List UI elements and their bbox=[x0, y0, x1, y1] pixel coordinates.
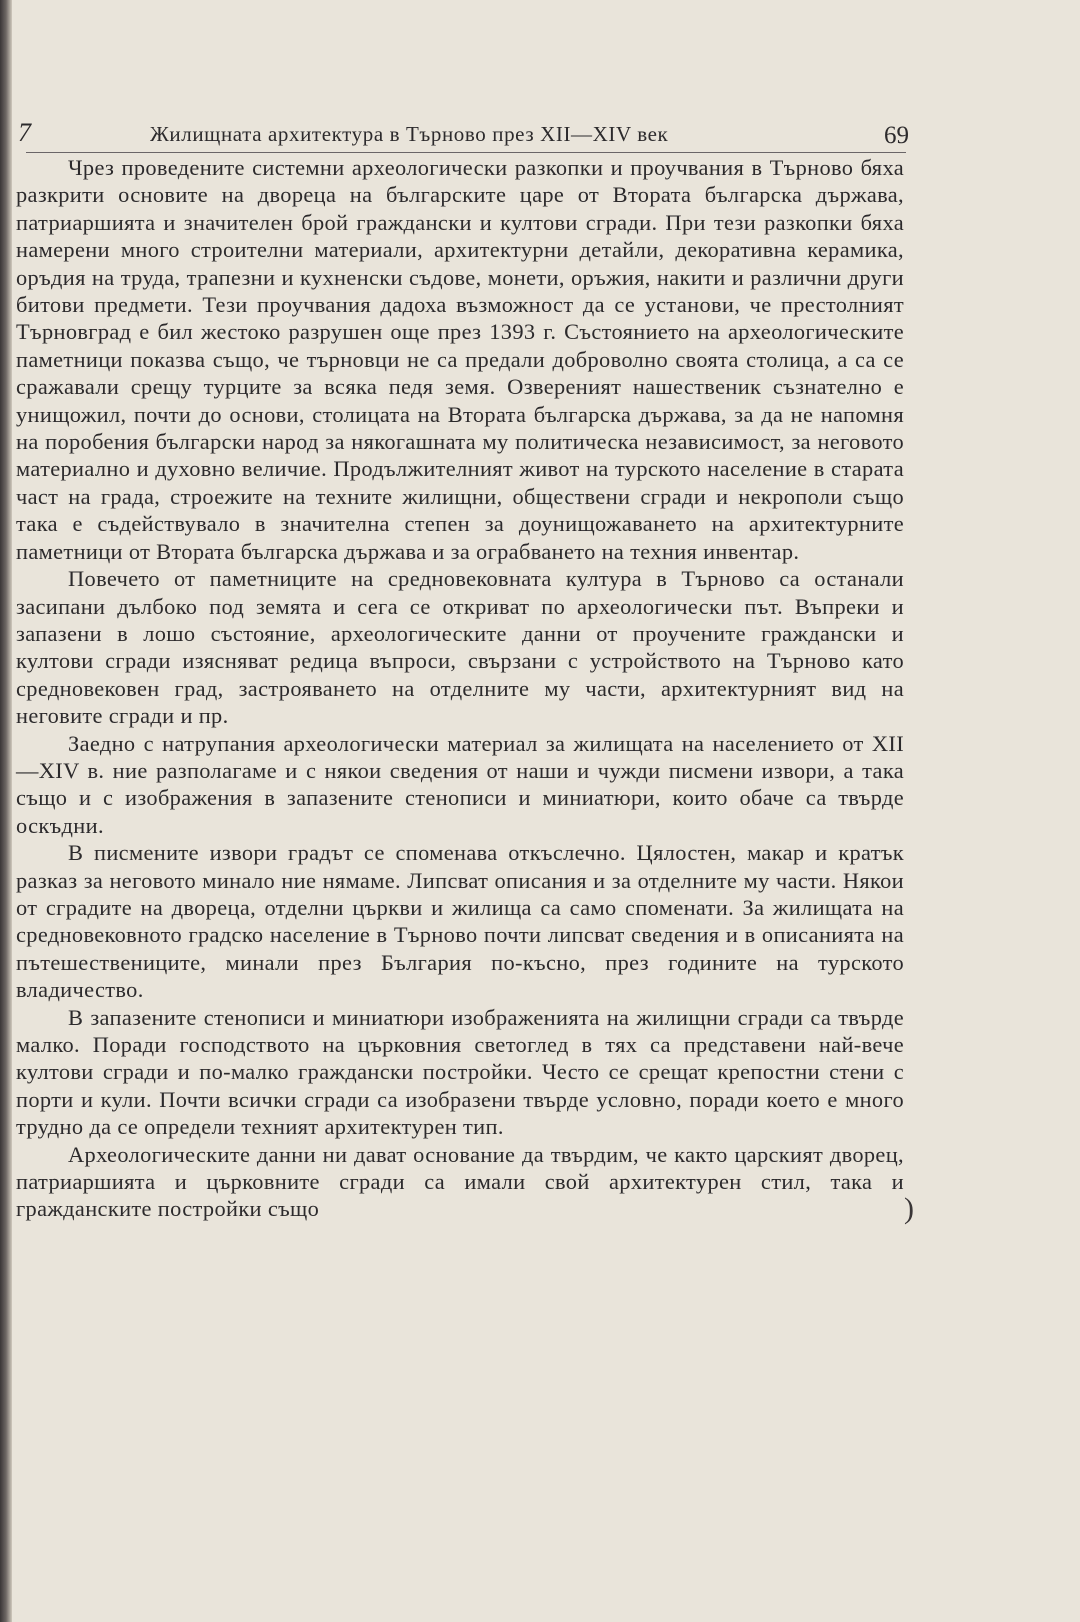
page-number: 69 bbox=[884, 122, 909, 149]
paragraph-3: Заедно с натрупания археологически материал за жилищата на населението от XII—XIV в. ние разполагаме и с някои сведения от наши и чужди писмени извори, а така също и с изображения в запазените стенописи и миниатюри, които обаче са твърде оскъдни. bbox=[16, 730, 904, 838]
running-header bbox=[14, 112, 914, 152]
margin-bracket-mark: ) bbox=[904, 1192, 914, 1225]
paragraph-5: В запазените стенописи и миниатюри изображенията на жилищни сгради са твърде малко. Поради господството на църковния светоглед в тях са представени най-вече култови сгради и по-малко граждански постройки. Често се срещат крепостни стени с порти и кули. Почти всички сгради са изобразени твърде условно, поради което е много трудно да се определи техният архитектурен тип. bbox=[16, 1004, 904, 1140]
header-rule bbox=[26, 152, 906, 153]
body-text bbox=[16, 154, 904, 1223]
paragraph-6: Археологическите данни ни дават основание да твърдим, че както царският дворец, патриаршията и църковните сгради са имали свой архитектурен стил, така и гражданските постройки също bbox=[16, 1141, 904, 1222]
signature-mark: 7 bbox=[18, 118, 31, 147]
running-title: Жилищната архитектура в Търново през XII—XIV век bbox=[150, 122, 669, 146]
paragraph-4: В писмените извори градът се споменава откъслечно. Цялостен, макар и кратък разказ за неговото минало ние нямаме. Липсват описания и за отделните му части. Някои от сградите на двореца, отделни църкви и жилища са само споменати. За жилищата на средновековното градско население в Търново почти липсват сведения и в описанията на пътешествениците, минали през България по-късно, през годините на турското владичество. bbox=[16, 840, 904, 1003]
paragraph-1: Чрез проведените системни археологически разкопки и проучвания в Търново бяха разкрити основите на двореца на българските царе от Втората българска държава, патриаршията и значителен брой граждански и култови сгради. При тези разкопки бяха намерени много строителни материали, архитектурни детайли, декоративна керамика, оръдия на труда, трапезни и кухненски съдове, монети, оръжия, накити и различни други битови предмети. Тези проучвания дадоха възможност да се установи, че престолният Търновград е бил жестоко разрушен още през 1393 г. Състоянието на археологическите паметници показва също, че търновци не са предали доброволно своята столица, а са се сражавали срещу турците за всяка педя земя. Озвереният нашественик съзнателно е унищожил, почти до основи, столицата на Втората българска държава, за да не напомня на поробения български народ за някогашната му политическа независимост, за неговото материално и духовно величие. Продължителният живот на турското население в старата част на града, строежите на техните жилищни, обществени сгради и некрополи също така е съдействувало в значителна степен за доунищожаването на архитектурните паметници от Втората българска държава и за ограбването на техния инвентар. bbox=[16, 155, 904, 564]
paragraph-2: Повечето от паметниците на средновековната култура в Търново са останали засипани дълбоко под земята и сега се откриват по археологически път. Въпреки и запазени в лошо състояние, археологическите данни от проучените граждански и култови сгради изясняват редица въпроси, свързани с устройството на Търново като средновековен град, застрояването на отделните му части, архитектурният вид на неговите сгради и пр. bbox=[16, 566, 904, 729]
